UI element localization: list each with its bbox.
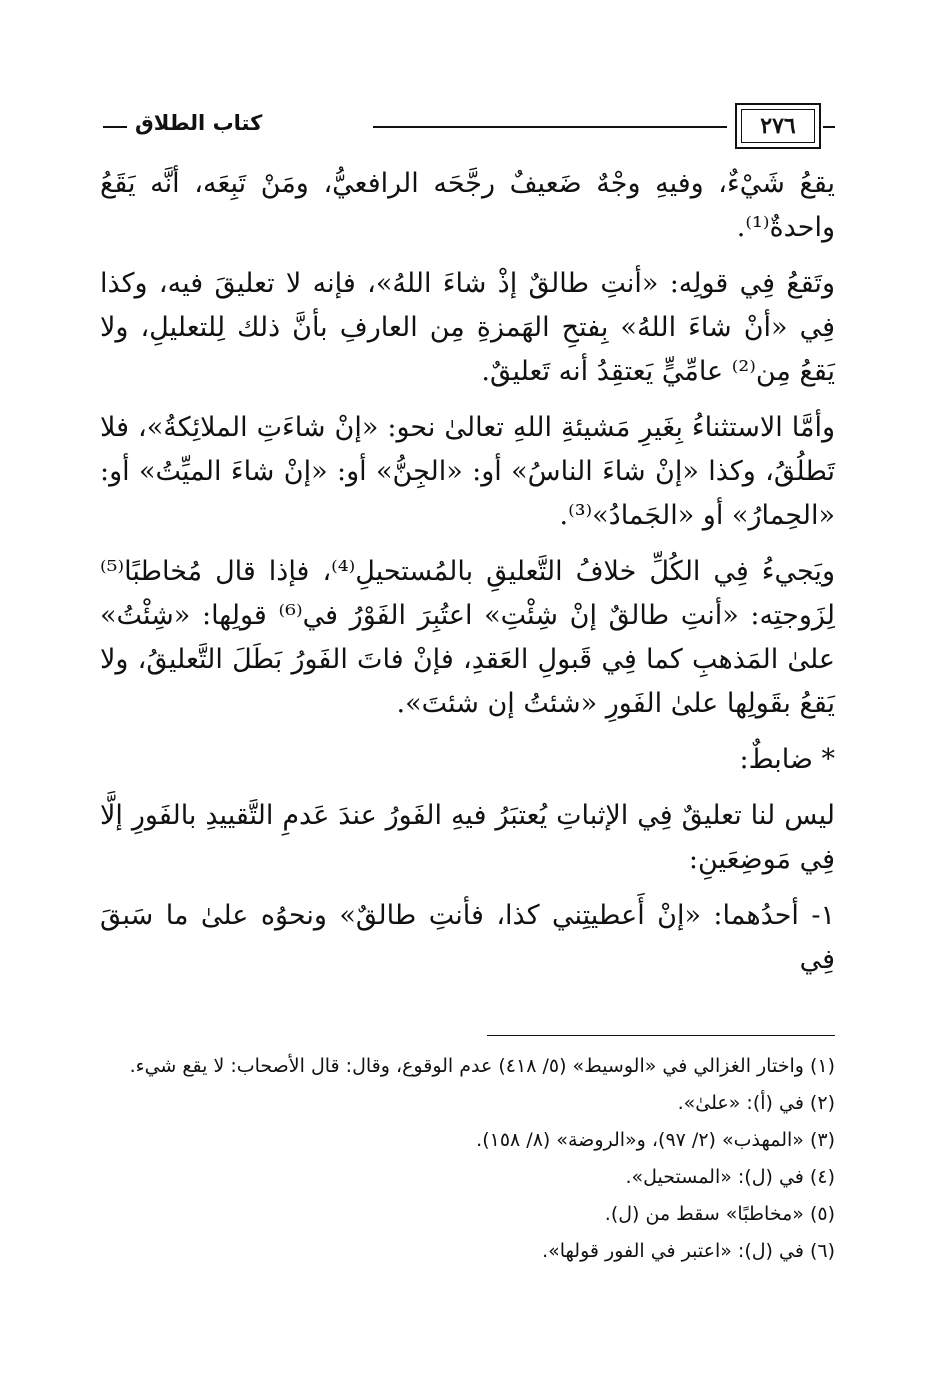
footnotes — [100, 1048, 835, 1270]
header-rule-middle — [373, 126, 727, 128]
section-heading: * ضابطٌ: — [739, 744, 835, 775]
main-text — [100, 162, 835, 994]
page-header — [103, 103, 835, 153]
footnote-separator — [487, 1035, 835, 1036]
header-rule-right — [823, 126, 835, 128]
footnote: (٥) «مخاطبًا» سقط من (ل). — [604, 1203, 835, 1225]
page-number-frame — [735, 103, 821, 149]
paragraph: وأمَّا الاستثناءُ بِغَيرِ مَشيئةِ اللهِ تعالىٰ نحو: «إنْ شاءَتِ الملائِكةُ»، فلا تَطلُقُ، وكذا «إنْ شاءَ الناسُ» أو: «الجِنُّ» أو: «إنْ شاءَ الميِّتُ» أو: «الحِمارُ» أو «الجَمادُ»⁽³⁾. — [100, 412, 835, 531]
paragraph: يقعُ شَيْءٌ، وفيهِ وجْهٌ ضَعيفٌ رجَّحَه الرافعيُّ، ومَنْ تَبِعَه، أنَّه يَقَعُ واحدةٌ⁽¹⁾. — [100, 168, 835, 243]
running-title: كتاب الطلاق — [135, 111, 263, 135]
footnote: (٤) في (ل): «المستحيل». — [625, 1166, 835, 1188]
paragraph: ويَجيءُ فِي الكُلِّ خلافُ التَّعليقِ بالمُستحيلِ⁽⁴⁾، فإذا قال مُخاطبًا⁽⁵⁾ لِزَوجتِه: «أنتِ طالقٌ إنْ شِئْتِ» اعتُبِرَ الفَوْرُ في⁽⁶⁾ قولِها: «شِئْتُ» علىٰ المَذهبِ كما فِي قَبولِ العَقدِ، فإنْ فاتَ الفَورُ بَطَلَ التَّعليقُ، ولا يَقعُ بقَولِها علىٰ الفَورِ «شئتُ إن شئتَ». — [100, 556, 835, 719]
header-rule-left — [103, 126, 127, 128]
footnote: (٣) «المهذب» (٢/ ٩٧)، و«الروضة» (٨/ ١٥٨). — [476, 1129, 835, 1151]
footnote: (٦) في (ل): «اعتبر في الفور قولها». — [542, 1240, 835, 1262]
paragraph: ليس لنا تعليقٌ فِي الإثباتِ يُعتبَرُ فيهِ الفَورُ عندَ عَدمِ التَّقييدِ بالفَورِ إلَّا فِي مَوضِعَينِ: — [100, 800, 835, 875]
paragraph: ١- أحدُهما: «إنْ أَعطيتِني كذا، فأنتِ طالقٌ» ونحوُه علىٰ ما سَبقَ فِي — [100, 900, 835, 975]
paragraph: وتَقعُ فِي قولِه: «أنتِ طالقٌ إذْ شاءَ اللهُ»، فإنه لا تعليقَ فيه، وكذا فِي «أنْ شاءَ اللهُ» بِفتحِ الهَمزةِ مِن العارفِ بأنَّ ذلك لِلتعليلِ، ولا يَقعُ مِن⁽²⁾ عامِّيٍّ يَعتقِدُ أنه تَعليقٌ. — [100, 268, 835, 387]
footnote: (١) واختار الغزالي في «الوسيط» (٥/ ٤١٨) عدم الوقوع، وقال: قال الأصحاب: لا يقع شيء. — [129, 1055, 835, 1077]
page-number: ٢٧٦ — [741, 109, 815, 143]
footnote: (٢) في (أ): «علىٰ». — [677, 1092, 835, 1114]
